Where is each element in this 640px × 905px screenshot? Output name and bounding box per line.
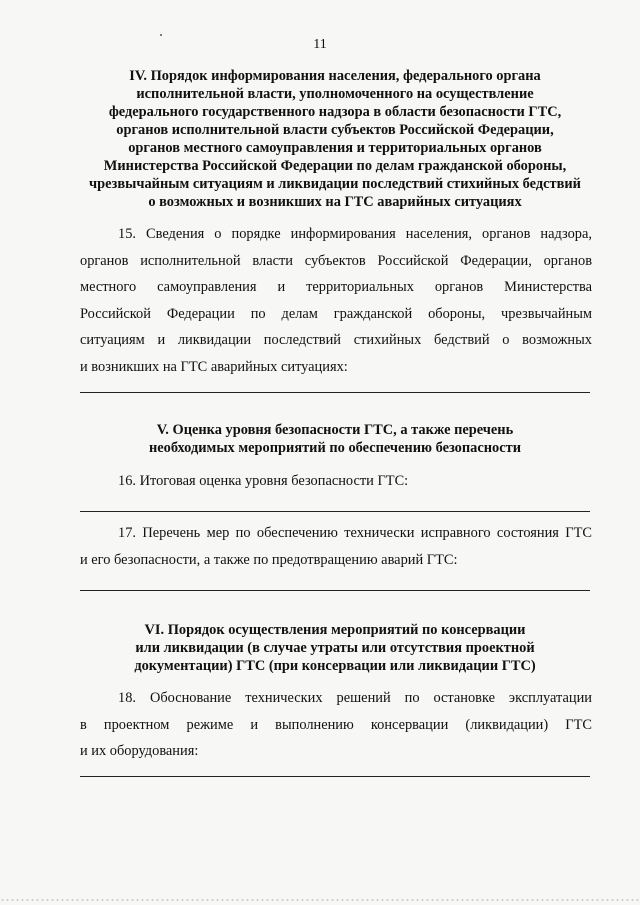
section-6-title-line: документации) ГТС (при консервации или ликвидации ГТС) xyxy=(134,658,536,674)
item-18-line: в проектном режиме и выполнению консервации (ликвидации) ГТС xyxy=(80,716,592,733)
item-17-line: 17. Перечень мер по обеспечению технически исправного состояния ГТС xyxy=(118,525,592,541)
section-6-title-line: VI. Порядок осуществления мероприятий по консервации xyxy=(144,622,526,638)
item-15-line: 15. Сведения о порядке информирования населения, органов надзора, xyxy=(118,226,592,242)
item-15-line: и возникших на ГТС аварийных ситуациях: xyxy=(80,358,348,375)
section-4-title-line: федерального государственного надзора в области безопасности ГТС, xyxy=(108,104,562,120)
item-17-line: и его безопасности, а также по предотвращению аварий ГТС: xyxy=(80,551,458,568)
item-18-paragraph xyxy=(80,685,592,765)
item-16-text: 16. Итоговая оценка уровня безопасности ГТС: xyxy=(118,473,409,489)
item-15-line: ситуациям и ликвидации последствий стихийных бедствий о возможных xyxy=(80,332,592,348)
scan-speck xyxy=(160,34,162,36)
section-4-title-line: органов исполнительной власти субъектов Российской Федерации, xyxy=(116,122,554,138)
section-4-title-line: исполнительной власти, уполномоченного на осуществление xyxy=(136,86,534,102)
section-4-title-line: чрезвычайным ситуациям и ликвидации последствий стихийных бедствий xyxy=(89,176,581,192)
section-4-title-line: Министерства Российской Федерации по делам гражданской обороны, xyxy=(103,158,567,174)
section-6-title xyxy=(70,621,600,675)
section-5-title-line: V. Оценка уровня безопасности ГТС, а также перечень xyxy=(156,422,514,438)
section-4-title xyxy=(70,67,600,211)
item-18-line: и их оборудования: xyxy=(80,743,199,759)
item-18-line: 18. Обоснование технических решений по остановке эксплуатации xyxy=(118,690,592,706)
item-17-answer-line xyxy=(80,590,590,591)
section-6-title-line: или ликвидации (в случае утраты или отсутствия проектной xyxy=(135,640,535,656)
item-17-paragraph xyxy=(80,520,592,573)
section-5-title-line: необходимых мероприятий по обеспечению безопасности xyxy=(149,440,521,456)
section-5-title xyxy=(70,421,600,457)
item-16-answer-line xyxy=(80,511,590,512)
item-15-line: органов исполнительной власти субъектов Российской Федерации, органов xyxy=(80,252,592,269)
item-15-line: местного самоуправления и территориальных органов Министерства xyxy=(80,279,592,295)
item-16-paragraph xyxy=(80,468,592,495)
scan-edge-noise xyxy=(0,897,640,903)
section-4-title-line: органов местного самоуправления и территориальных органов xyxy=(128,140,542,156)
section-4-title-line: IV. Порядок информирования населения, федерального органа xyxy=(129,68,541,84)
section-4-title-line: о возможных и возникших на ГТС аварийных ситуациях xyxy=(148,194,522,210)
page-number: 11 xyxy=(313,37,327,52)
item-15-answer-line xyxy=(80,392,590,393)
item-15-paragraph xyxy=(80,221,592,380)
item-15-line: Российской Федерации по делам гражданской обороны, чрезвычайным xyxy=(80,305,592,322)
item-18-answer-line xyxy=(80,776,590,777)
